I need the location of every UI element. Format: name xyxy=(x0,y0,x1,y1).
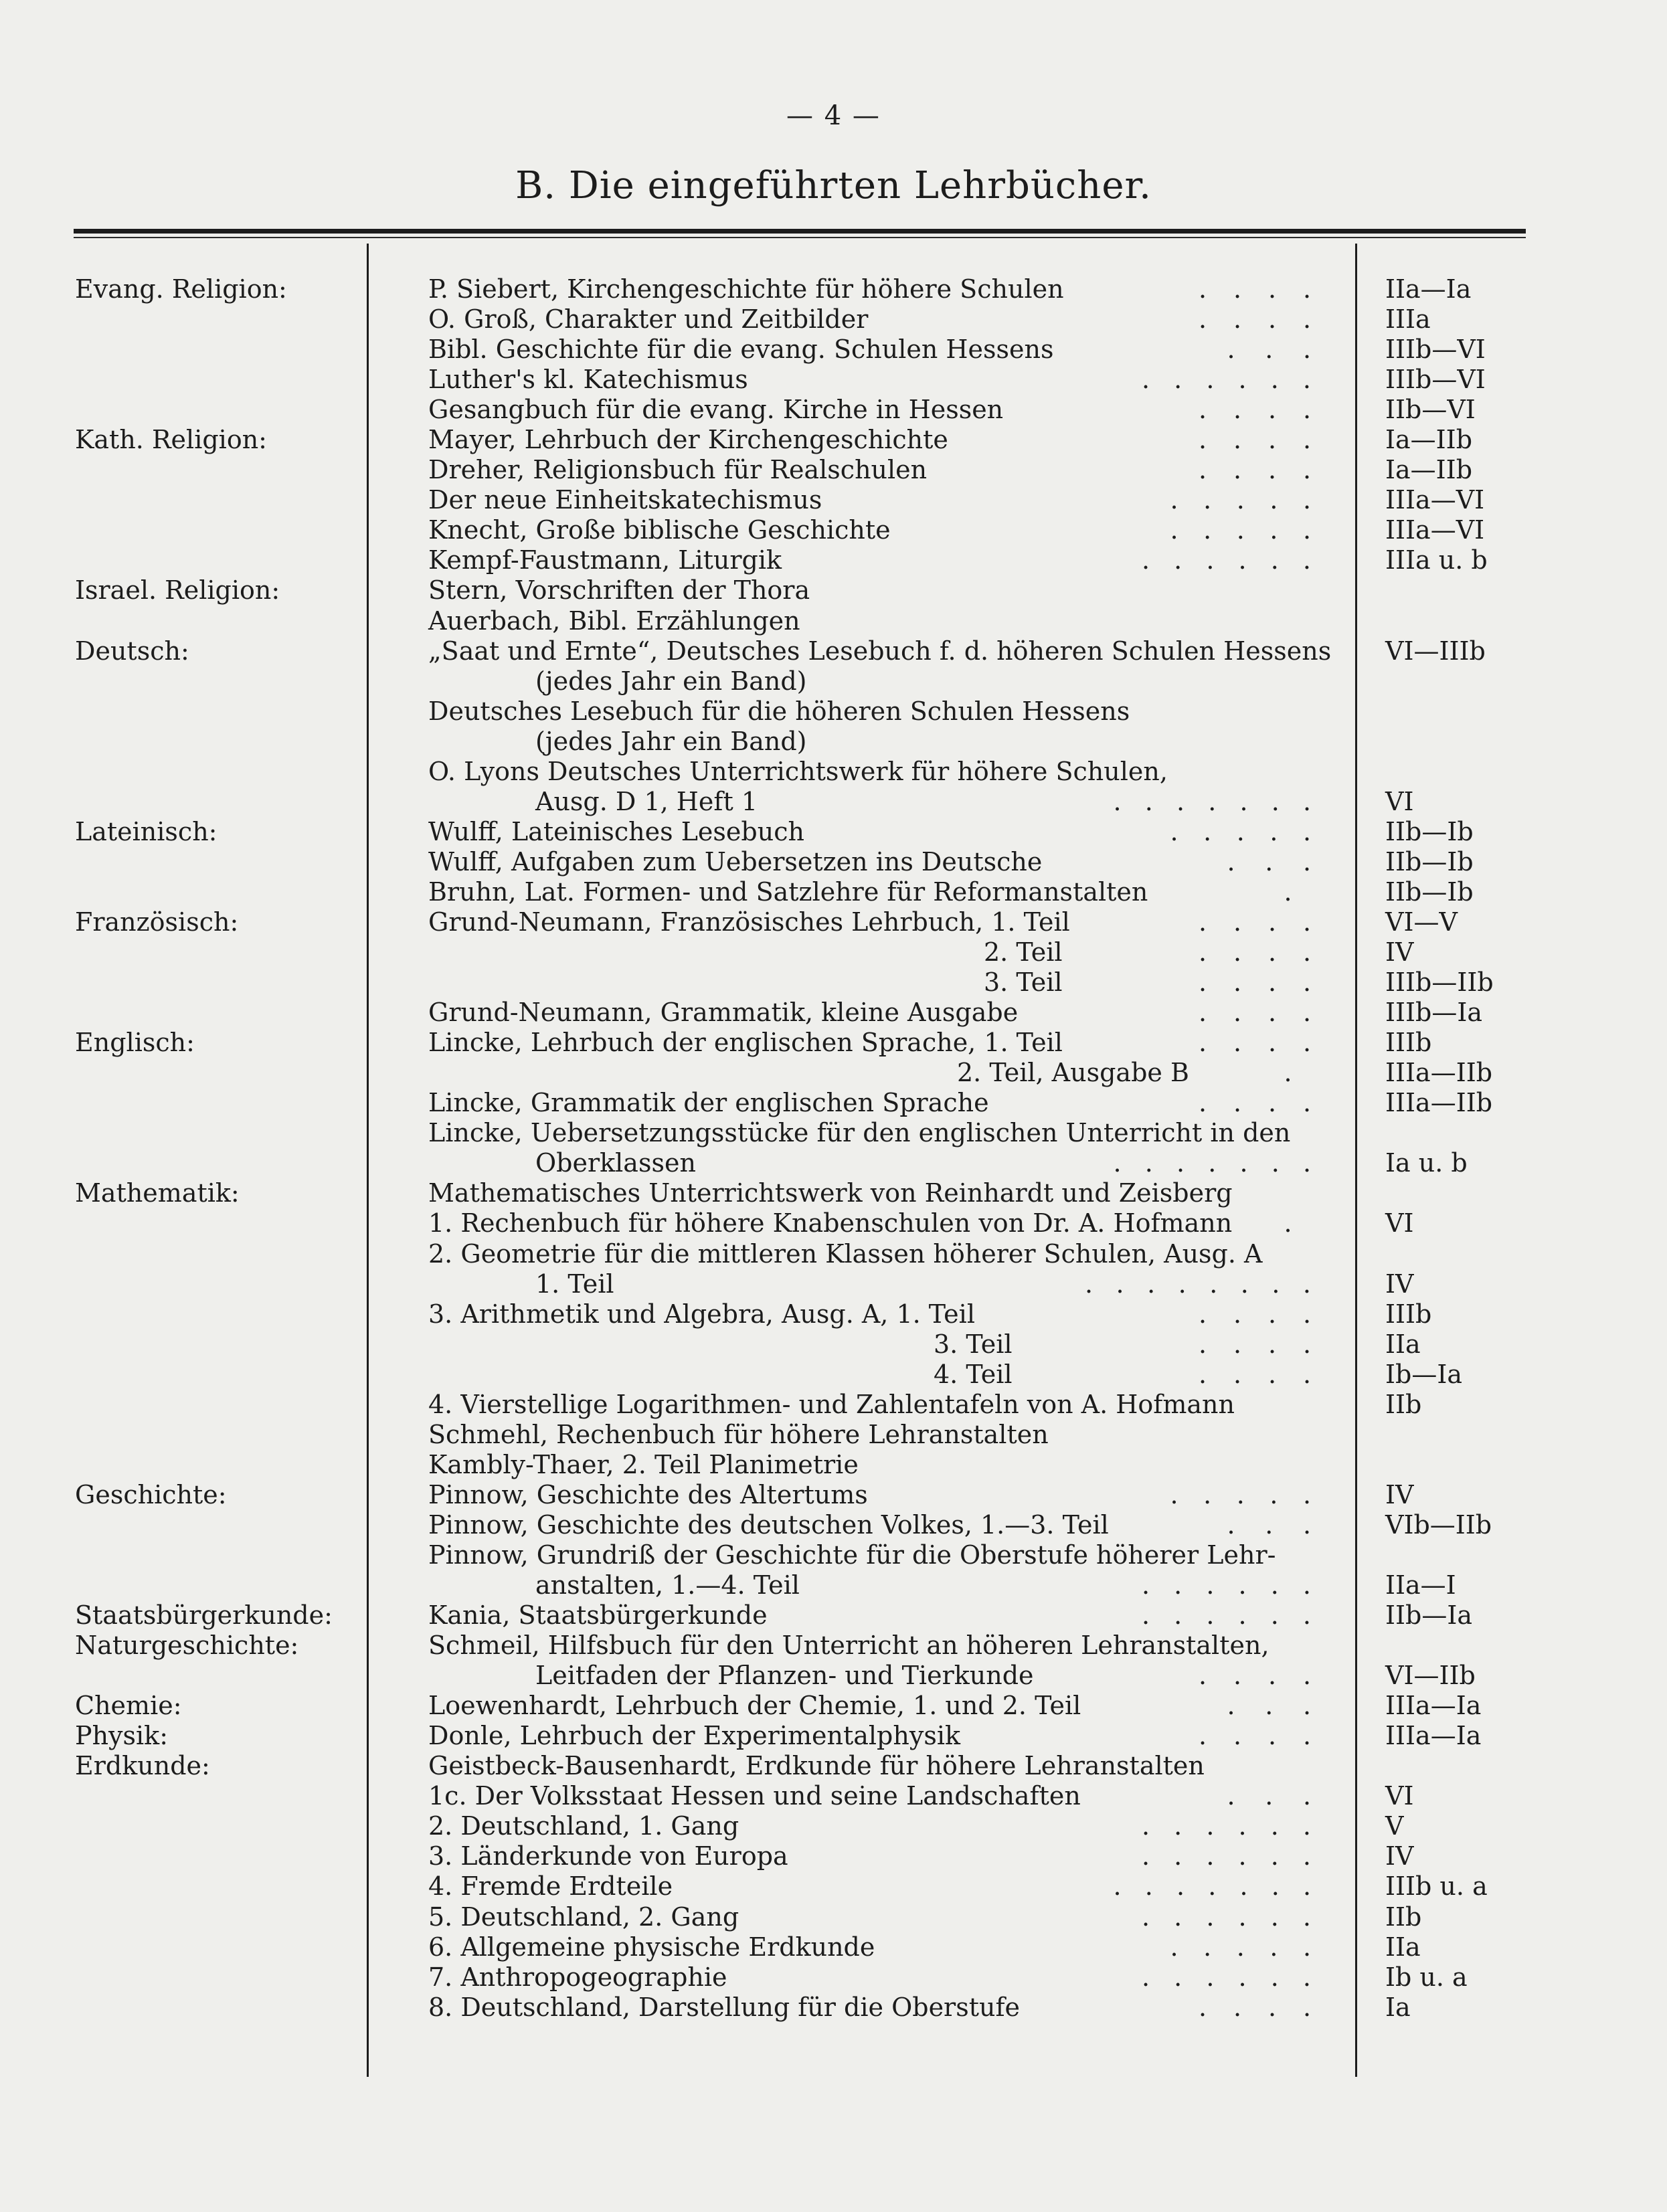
class-level: IIb xyxy=(1385,1902,1422,1932)
class-level: IIIb—VI xyxy=(1385,335,1486,365)
leader-dots: . . . . . . xyxy=(1141,1841,1311,1871)
book-title: Geistbeck-Bausenhardt, Erdkunde für höhere Lehranstalten xyxy=(428,1751,1205,1781)
book-title: 8. Deutschland, Darstellung für die Oberstufe xyxy=(428,1992,1021,2022)
table-row xyxy=(0,274,1667,304)
book-title: 4. Vierstellige Logarithmen- und Zahlentafeln von A. Hofmann xyxy=(428,1389,1235,1419)
class-level: VI—IIb xyxy=(1385,1661,1476,1691)
subject-label: Deutsch: xyxy=(75,636,189,666)
book-title: 4. Fremde Erdteile xyxy=(428,1871,673,1902)
leader-dots: . . . . xyxy=(1198,967,1312,998)
subject-label: Chemie: xyxy=(75,1691,182,1721)
book-title: O. Lyons Deutsches Unterrichtswerk für höhere Schulen, xyxy=(428,756,1168,786)
book-title: anstalten, 1.—4. Teil xyxy=(535,1570,800,1600)
class-level: IV xyxy=(1385,1841,1414,1871)
class-level: VI xyxy=(1385,1208,1414,1238)
table-row xyxy=(0,1148,1667,1178)
class-level: IIa—Ia xyxy=(1385,274,1472,304)
leader-dots: . . . . xyxy=(1198,1359,1312,1389)
table-row xyxy=(0,757,1667,787)
class-level: IIb—VI xyxy=(1385,395,1476,425)
leader-dots: . . . xyxy=(1227,1691,1312,1721)
book-title: 2. Deutschland, 1. Gang xyxy=(428,1811,739,1841)
table-row xyxy=(0,395,1667,425)
table-row xyxy=(0,937,1667,967)
book-title: (jedes Jahr ein Band) xyxy=(535,666,807,696)
leader-dots: . . . . xyxy=(1198,1661,1312,1691)
table-row xyxy=(0,485,1667,515)
leader-dots: . . . . xyxy=(1198,998,1312,1028)
class-level: IIIa—Ia xyxy=(1385,1721,1482,1751)
leader-dots: . . . xyxy=(1227,335,1312,365)
subject-label: Evang. Religion: xyxy=(75,274,287,304)
table-row xyxy=(0,1570,1667,1600)
table-row xyxy=(0,1902,1667,1932)
book-title: Schmeil, Hilfsbuch für den Unterricht an höheren Lehranstalten, xyxy=(428,1631,1269,1661)
book-title: Dreher, Religionsbuch für Realschulen xyxy=(428,455,928,485)
table-row xyxy=(0,877,1667,907)
table-row xyxy=(0,1962,1667,1993)
leader-dots: . . . . xyxy=(1198,1329,1312,1359)
subject-label: Naturgeschichte: xyxy=(75,1631,299,1661)
class-level: VIb—IIb xyxy=(1385,1509,1492,1540)
class-level: IIIa—Ia xyxy=(1385,1691,1482,1721)
table-row xyxy=(0,335,1667,365)
book-title: Deutsches Lesebuch für die höheren Schulen Hessens xyxy=(428,696,1130,726)
table-row xyxy=(0,727,1667,757)
book-title: Luther's kl. Katechismus xyxy=(428,365,748,395)
table-row xyxy=(0,1058,1667,1088)
class-level: VI—V xyxy=(1385,907,1458,937)
table-row xyxy=(0,455,1667,485)
book-title: 6. Allgemeine physische Erdkunde xyxy=(428,1932,875,1962)
table-row xyxy=(0,1781,1667,1811)
table-row xyxy=(0,1390,1667,1420)
book-title: Wulff, Aufgaben zum Uebersetzen ins Deutsche xyxy=(428,846,1043,877)
book-title: Gesangbuch für die evang. Kirche in Hessen xyxy=(428,395,1004,425)
table-row xyxy=(0,1631,1667,1661)
subject-label: Englisch: xyxy=(75,1028,195,1058)
book-title: 2. Teil, Ausgabe B xyxy=(957,1058,1189,1088)
book-title: Loewenhardt, Lehrbuch der Chemie, 1. und 2. Teil xyxy=(428,1691,1081,1721)
table-row xyxy=(0,1510,1667,1540)
book-title: Mayer, Lehrbuch der Kirchengeschichte xyxy=(428,425,948,455)
table-row xyxy=(0,1661,1667,1691)
leader-dots: . . . . . . . xyxy=(1113,786,1312,816)
class-level: V xyxy=(1385,1811,1404,1841)
textbook-table xyxy=(0,274,1667,2023)
class-level: IIIa—VI xyxy=(1385,515,1485,545)
class-level: Ia—IIb xyxy=(1385,425,1473,455)
leader-dots: . . . . . xyxy=(1170,485,1312,515)
leader-dots: . . . . . xyxy=(1170,816,1312,846)
leader-dots: . . . . . . xyxy=(1141,1902,1311,1932)
book-title: Knecht, Große biblische Geschichte xyxy=(428,515,891,545)
class-level: IIb—Ib xyxy=(1385,846,1474,877)
class-level: Ib u. a xyxy=(1385,1962,1468,1992)
class-level: IIb—Ib xyxy=(1385,877,1474,907)
class-level: IIa xyxy=(1385,1932,1421,1962)
table-row xyxy=(0,1540,1667,1570)
book-title: „Saat und Ernte“, Deutsches Lesebuch f. d. höheren Schulen Hessens xyxy=(428,636,1332,666)
book-title: 5. Deutschland, 2. Gang xyxy=(428,1902,739,1932)
class-level: IIIa—IIb xyxy=(1385,1058,1493,1088)
book-title: Pinnow, Geschichte des deutschen Volkes, 1.—3. Teil xyxy=(428,1509,1109,1540)
leader-dots: . xyxy=(1284,1208,1292,1238)
table-row xyxy=(0,1118,1667,1148)
table-row xyxy=(0,1721,1667,1751)
table-row xyxy=(0,1269,1667,1299)
book-title: Kempf-Faustmann, Liturgik xyxy=(428,545,782,575)
leader-dots: . . . . xyxy=(1198,455,1312,485)
table-row xyxy=(0,1932,1667,1962)
class-level: IIIb—IIb xyxy=(1385,967,1494,998)
page-title: B. Die eingeführten Lehrbücher. xyxy=(515,164,1152,207)
book-title: 2. Teil xyxy=(984,937,1063,967)
table-row xyxy=(0,967,1667,998)
leader-dots: . . . . xyxy=(1198,1028,1312,1058)
book-title: O. Groß, Charakter und Zeitbilder xyxy=(428,304,869,335)
table-row xyxy=(0,1871,1667,1902)
class-level: IIIb u. a xyxy=(1385,1871,1488,1902)
subject-label: Physik: xyxy=(75,1721,168,1751)
class-level: IIIb xyxy=(1385,1299,1432,1329)
book-title: Pinnow, Geschichte des Altertums xyxy=(428,1479,868,1509)
leader-dots: . . . . xyxy=(1198,395,1312,425)
table-row xyxy=(0,1450,1667,1480)
class-level: Ia xyxy=(1385,1992,1411,2022)
class-level: IIb—Ib xyxy=(1385,816,1474,846)
book-title: 3. Arithmetik und Algebra, Ausg. A, 1. Teil xyxy=(428,1299,975,1329)
class-level: IIIb—VI xyxy=(1385,365,1486,395)
table-row xyxy=(0,1299,1667,1329)
table-row xyxy=(0,1239,1667,1269)
table-row xyxy=(0,697,1667,727)
table-row xyxy=(0,606,1667,636)
table-row xyxy=(0,1088,1667,1118)
subject-label: Erdkunde: xyxy=(75,1751,210,1781)
table-row xyxy=(0,1993,1667,2023)
subject-label: Kath. Religion: xyxy=(75,425,267,455)
book-title: Auerbach, Bibl. Erzählungen xyxy=(428,606,800,636)
class-level: IIb xyxy=(1385,1389,1422,1419)
leader-dots: . . . . . . . xyxy=(1113,1148,1312,1178)
book-title: 7. Anthropogeographie xyxy=(428,1962,727,1992)
table-row xyxy=(0,304,1667,335)
leader-dots: . . . . xyxy=(1198,274,1312,304)
book-title: Kania, Staatsbürgerkunde xyxy=(428,1600,768,1631)
class-level: VI—IIIb xyxy=(1385,636,1486,666)
subject-label: Staatsbürgerkunde: xyxy=(75,1600,333,1631)
book-title: Der neue Einheitskatechismus xyxy=(428,485,822,515)
book-title: 2. Geometrie für die mittleren Klassen höherer Schulen, Ausg. A xyxy=(428,1238,1263,1269)
book-title: Ausg. D 1, Heft 1 xyxy=(535,786,758,816)
class-level: Ia—IIb xyxy=(1385,455,1473,485)
leader-dots: . . . . . . xyxy=(1141,1570,1311,1600)
book-title: Donle, Lehrbuch der Experimentalphysik xyxy=(428,1721,960,1751)
table-row xyxy=(0,1751,1667,1781)
leader-dots: . . . . xyxy=(1198,1721,1312,1751)
leader-dots: . . . . xyxy=(1198,304,1312,335)
table-row xyxy=(0,365,1667,395)
book-title: 1. Rechenbuch für höhere Knabenschulen von Dr. A. Hofmann xyxy=(428,1208,1233,1238)
table-row xyxy=(0,1329,1667,1360)
table-row xyxy=(0,545,1667,575)
table-row xyxy=(0,1600,1667,1631)
leader-dots: . . . . . . . . xyxy=(1084,1269,1311,1299)
leader-dots: . . . . . . . xyxy=(1113,1871,1312,1902)
table-row xyxy=(0,575,1667,606)
book-title: Stern, Vorschriften der Thora xyxy=(428,575,810,606)
table-row xyxy=(0,1208,1667,1238)
class-level: IIIa xyxy=(1385,304,1431,335)
table-row xyxy=(0,1811,1667,1841)
table-row xyxy=(0,1420,1667,1450)
table-row xyxy=(0,425,1667,455)
class-level: IIIa—VI xyxy=(1385,485,1485,515)
table-row xyxy=(0,787,1667,817)
book-title: Oberklassen xyxy=(535,1148,696,1178)
table-row xyxy=(0,817,1667,847)
leader-dots: . . . . xyxy=(1198,1299,1312,1329)
leader-dots: . . . . . . xyxy=(1141,1600,1311,1631)
book-title: Mathematisches Unterrichtswerk von Reinhardt und Zeisberg xyxy=(428,1178,1233,1208)
leader-dots: . . . . xyxy=(1198,1992,1312,2022)
leader-dots: . . . . . . xyxy=(1141,365,1311,395)
leader-dots: . . . . . xyxy=(1170,515,1312,545)
book-title: 3. Teil xyxy=(934,1329,1013,1359)
leader-dots: . . . . . xyxy=(1170,1932,1312,1962)
page-number: — 4 — xyxy=(786,100,881,131)
book-title: Kambly-Thaer, 2. Teil Planimetrie xyxy=(428,1449,859,1479)
header-rule-thick xyxy=(74,229,1526,234)
book-title: Pinnow, Grundriß der Geschichte für die Oberstufe höherer Lehr- xyxy=(428,1540,1276,1570)
subject-label: Französisch: xyxy=(75,907,239,937)
leader-dots: . . . . . xyxy=(1170,1479,1312,1509)
leader-dots: . . . xyxy=(1227,1781,1312,1811)
book-title: Grund-Neumann, Französisches Lehrbuch, 1. Teil xyxy=(428,907,1070,937)
table-row xyxy=(0,666,1667,697)
class-level: Ia u. b xyxy=(1385,1148,1468,1178)
class-level: IV xyxy=(1385,1479,1414,1509)
leader-dots: . . . . . . xyxy=(1141,545,1311,575)
table-row xyxy=(0,515,1667,545)
book-title: Lincke, Lehrbuch der englischen Sprache, 1. Teil xyxy=(428,1028,1063,1058)
subject-label: Mathematik: xyxy=(75,1178,240,1208)
book-title: (jedes Jahr ein Band) xyxy=(535,726,807,756)
book-title: P. Siebert, Kirchengeschichte für höhere Schulen xyxy=(428,274,1064,304)
leader-dots: . . . . xyxy=(1198,937,1312,967)
book-title: Lincke, Grammatik der englischen Sprache xyxy=(428,1088,989,1118)
leader-dots: . . . . . . xyxy=(1141,1811,1311,1841)
book-title: 1. Teil xyxy=(535,1269,614,1299)
leader-dots: . . . . xyxy=(1198,1088,1312,1118)
class-level: IV xyxy=(1385,937,1414,967)
class-level: VI xyxy=(1385,786,1414,816)
leader-dots: . xyxy=(1284,877,1292,907)
subject-label: Lateinisch: xyxy=(75,816,217,846)
book-title: Bibl. Geschichte für die evang. Schulen Hessens xyxy=(428,335,1054,365)
table-row xyxy=(0,847,1667,877)
book-title: Bruhn, Lat. Formen- und Satzlehre für Reformanstalten xyxy=(428,877,1148,907)
book-title: 3. Länderkunde von Europa xyxy=(428,1841,788,1871)
class-level: IIa xyxy=(1385,1329,1421,1359)
leader-dots: . . . . xyxy=(1198,425,1312,455)
class-level: IIIb xyxy=(1385,1028,1432,1058)
book-title: Schmehl, Rechenbuch für höhere Lehranstalten xyxy=(428,1419,1049,1449)
table-row xyxy=(0,1028,1667,1058)
leader-dots: . . . . xyxy=(1198,907,1312,937)
leader-dots: . . . . . . xyxy=(1141,1962,1311,1992)
leader-dots: . . . xyxy=(1227,846,1312,877)
class-level: IV xyxy=(1385,1269,1414,1299)
table-row xyxy=(0,636,1667,666)
table-row xyxy=(0,1480,1667,1510)
book-title: Wulff, Lateinisches Lesebuch xyxy=(428,816,804,846)
class-level: IIIb—Ia xyxy=(1385,998,1483,1028)
leader-dots: . . . xyxy=(1227,1509,1312,1540)
class-level: IIIa u. b xyxy=(1385,545,1488,575)
table-row xyxy=(0,1841,1667,1871)
table-row xyxy=(0,907,1667,937)
leader-dots: . xyxy=(1284,1058,1292,1088)
book-title: Leitfaden der Pflanzen- und Tierkunde xyxy=(535,1661,1034,1691)
class-level: IIIa—IIb xyxy=(1385,1088,1493,1118)
subject-label: Israel. Religion: xyxy=(75,575,280,606)
book-title: Lincke, Uebersetzungsstücke für den englischen Unterricht in den xyxy=(428,1118,1291,1148)
book-title: Grund-Neumann, Grammatik, kleine Ausgabe xyxy=(428,998,1019,1028)
header-rule-thin xyxy=(74,237,1526,238)
table-row xyxy=(0,1691,1667,1721)
class-level: IIa—I xyxy=(1385,1570,1456,1600)
table-row xyxy=(0,1360,1667,1390)
book-title: 1c. Der Volksstaat Hessen und seine Landschaften xyxy=(428,1781,1081,1811)
class-level: Ib—Ia xyxy=(1385,1359,1463,1389)
class-level: IIb—Ia xyxy=(1385,1600,1473,1631)
table-row xyxy=(0,1178,1667,1208)
book-title: 3. Teil xyxy=(984,967,1063,998)
class-level: VI xyxy=(1385,1781,1414,1811)
subject-label: Geschichte: xyxy=(75,1479,227,1509)
book-title: 4. Teil xyxy=(934,1359,1013,1389)
table-row xyxy=(0,998,1667,1028)
